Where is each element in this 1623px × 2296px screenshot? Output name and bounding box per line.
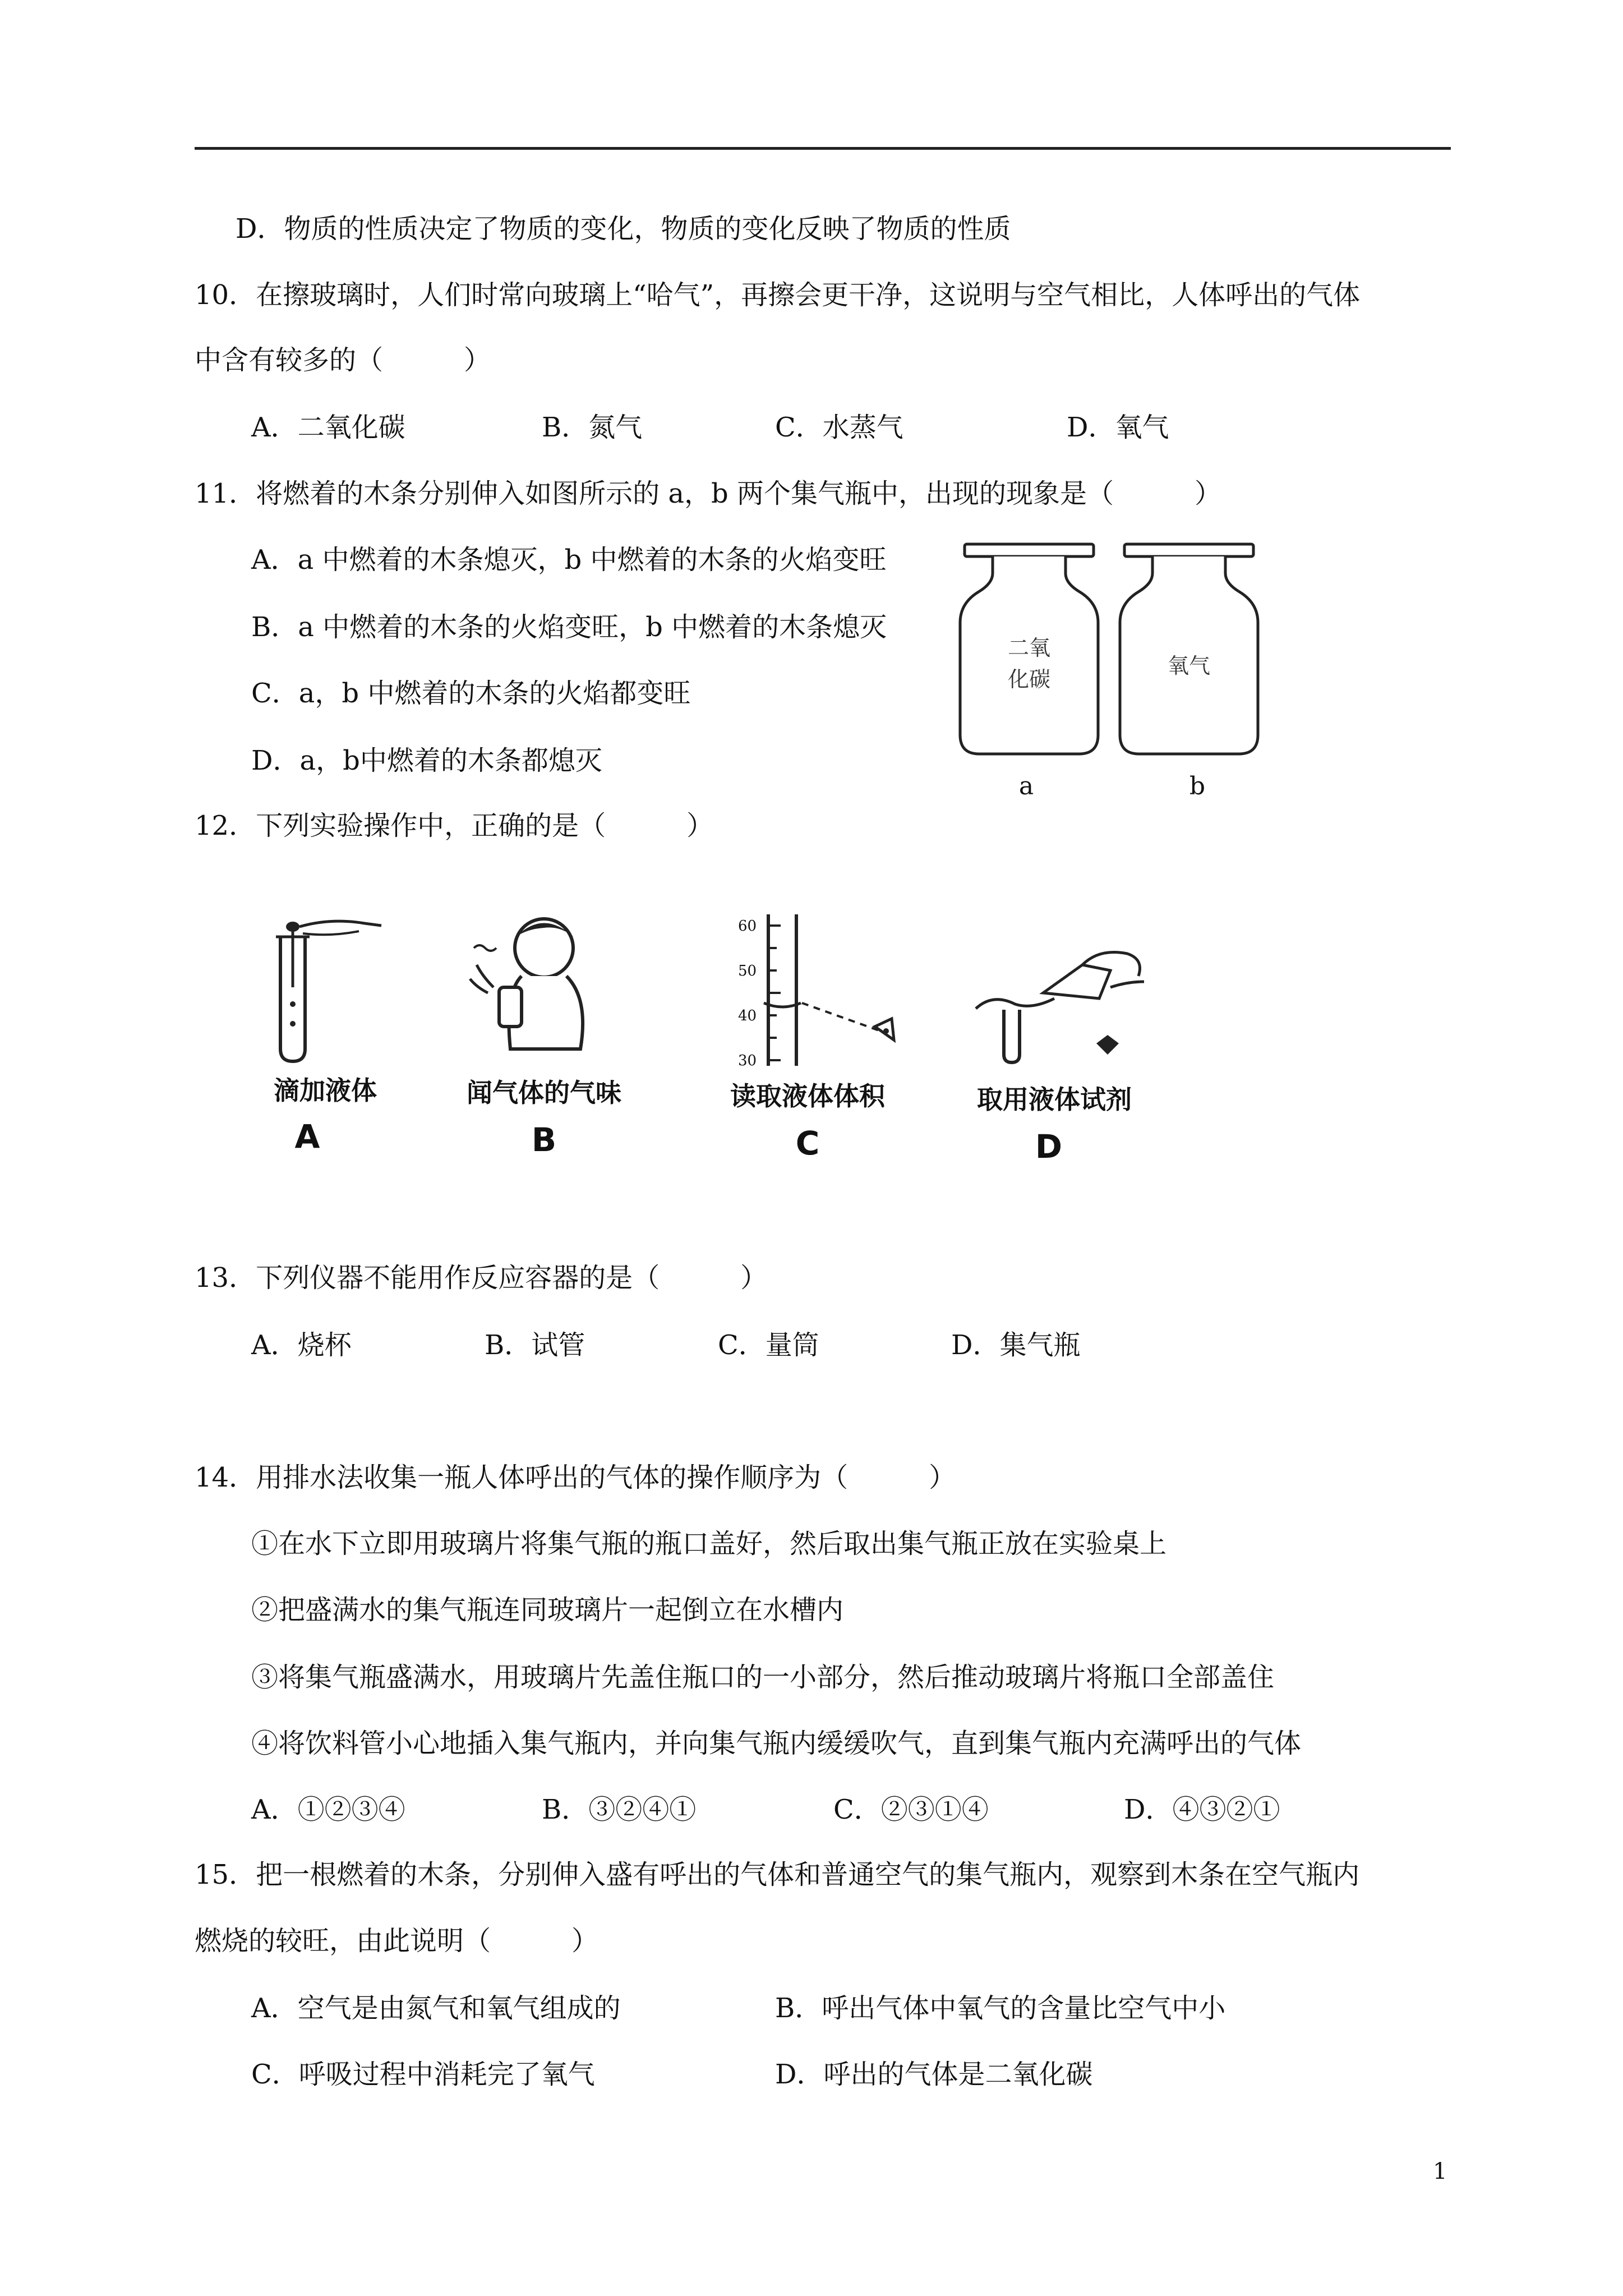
q14-option-a: A．①②③④ (251, 1794, 405, 1825)
q13-option-c: C．量筒 (718, 1329, 819, 1361)
q13-stem: 13．下列仪器不能用作反应容器的是（ ） (195, 1262, 768, 1294)
q9-option-d: D．物质的性质决定了物质的变化，物质的变化反映了物质的性质 (236, 213, 1011, 245)
cylinder-tick-60: 60 (738, 918, 757, 935)
q15-option-b: B．呼出气体中氧气的含量比空气中小 (775, 1993, 1226, 2024)
q10-option-b: B．氮气 (542, 412, 643, 443)
jar-b-label: 氧气 (1167, 654, 1210, 678)
q14-option-d: D．④③②① (1124, 1794, 1280, 1825)
q10-option-c: C．水蒸气 (775, 412, 903, 443)
q15-stem-line2: 燃烧的较旺，由此说明（ ） (195, 1925, 599, 1957)
q14-step-4: ④将饮料管小心地插入集气瓶内，并向集气瓶内缓缓吹气，直到集气瓶内充满呼出的气体 (251, 1728, 1302, 1759)
q14-step-2: ②把盛满水的集气瓶连同玻璃片一起倒立在水槽内 (251, 1594, 844, 1626)
q13-option-a: A．烧杯 (251, 1329, 352, 1361)
q11-option-b: B．a 中燃着的木条的火焰变旺，b 中燃着的木条熄灭 (251, 611, 887, 643)
q15-stem-line1: 15．把一根燃着的木条，分别伸入盛有呼出的气体和普通空气的集气瓶内，观察到木条在空气瓶内 (195, 1859, 1360, 1890)
cylinder-tick-30: 30 (738, 1052, 757, 1069)
child-smelling-gas-icon (460, 909, 606, 1060)
figure-a-letter: A (294, 1117, 320, 1156)
q15-option-a: A．空气是由氮气和氧气组成的 (251, 1993, 621, 2024)
jar-a-letter: a (1018, 772, 1034, 800)
dropper-test-tube-icon (264, 920, 387, 1066)
figure-d-caption: 取用液体试剂 (977, 1084, 1132, 1115)
q13-option-d: D．集气瓶 (951, 1329, 1081, 1361)
pouring-reagent-icon (965, 942, 1155, 1066)
q15-option-c: C．呼吸过程中消耗完了氧气 (251, 2059, 595, 2090)
figure-d-letter: D (1035, 1128, 1063, 1166)
jar-a-label-line1: 二氧 (1007, 636, 1050, 660)
figure-c-caption: 读取液体体积 (730, 1081, 885, 1111)
jar-a-label-line2: 化碳 (1007, 667, 1050, 692)
figure-b-caption: 闻气体的气味 (467, 1078, 621, 1108)
q10-option-d: D．氧气 (1067, 412, 1169, 443)
figure-a-caption: 滴加液体 (274, 1075, 377, 1106)
jar-b-letter: b (1189, 772, 1206, 800)
q14-option-c: C．②③①④ (833, 1794, 989, 1825)
q13-option-b: B．试管 (485, 1329, 585, 1361)
q11-stem: 11．将燃着的木条分别伸入如图所示的 a，b 两个集气瓶中，出现的现象是（ ） (195, 478, 1221, 509)
q14-step-1: ①在水下立即用玻璃片将集气瓶的瓶口盖好，然后取出集气瓶正放在实验桌上 (251, 1528, 1167, 1559)
q14-stem: 14．用排水法收集一瓶人体呼出的气体的操作顺序为（ ） (195, 1462, 956, 1493)
q12-stem: 12．下列实验操作中，正确的是（ ） (195, 810, 714, 841)
cylinder-tick-50: 50 (738, 963, 757, 979)
q14-step-3: ③将集气瓶盛满水，用玻璃片先盖住瓶口的一小部分，然后推动玻璃片将瓶口全部盖住 (251, 1662, 1275, 1693)
header-rule (195, 147, 1451, 150)
q11-option-a: A．a 中燃着的木条熄灭，b 中燃着的木条的火焰变旺 (251, 544, 887, 576)
q10-option-a: A．二氧化碳 (251, 412, 405, 443)
q10-stem-line2: 中含有较多的（ ） (195, 344, 491, 376)
q11-option-d: D．a，b中燃着的木条都熄灭 (251, 745, 602, 776)
figure-c-letter: C (795, 1124, 820, 1162)
q14-option-b: B．③②④① (542, 1794, 697, 1825)
q10-stem-line1: 10．在擦玻璃时，人们时常向玻璃上“哈气”，再擦会更干净，这说明与空气相比，人体呼出的气体 (195, 279, 1361, 311)
figure-b-letter: B (531, 1121, 557, 1159)
q11-option-c: C．a，b 中燃着的木条的火焰都变旺 (251, 678, 691, 709)
page-number: 1 (1433, 2159, 1447, 2184)
q15-option-d: D．呼出的气体是二氧化碳 (775, 2059, 1093, 2090)
cylinder-tick-40: 40 (738, 1007, 757, 1024)
